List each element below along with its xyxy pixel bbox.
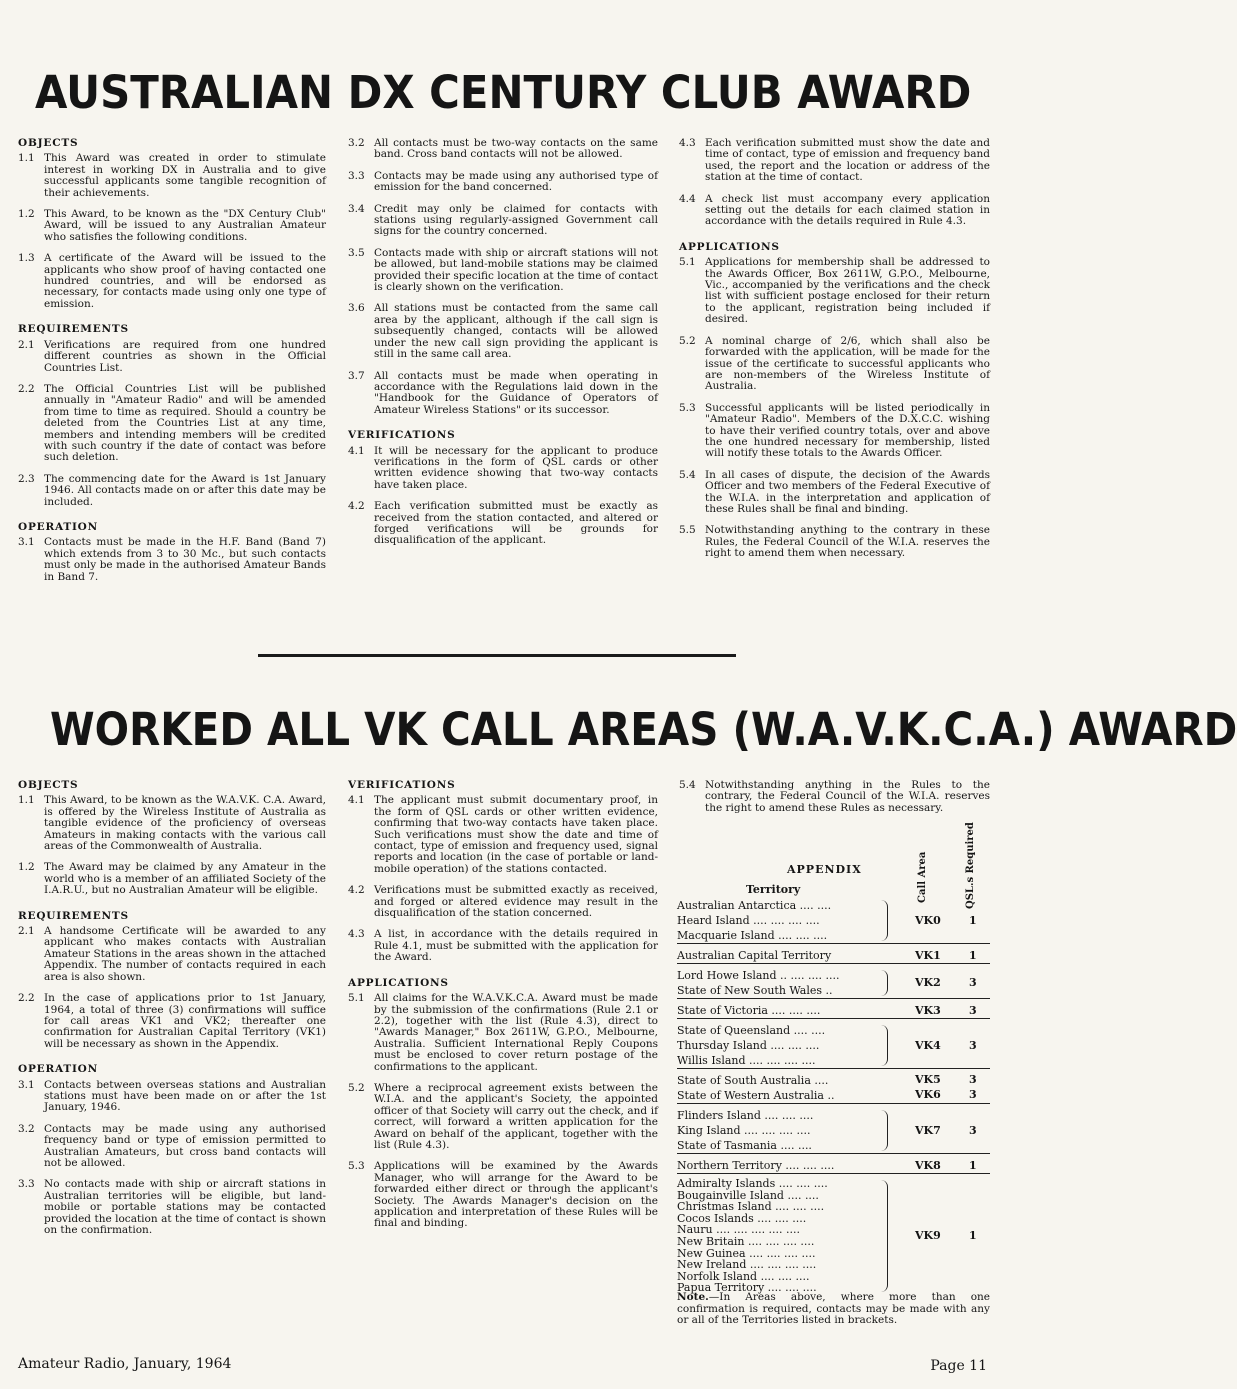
rule-text: This Award, to be known as the W.A.V.K. C.A. Award, is offered by the Wireless Institute of Australia as tangible evidence of the proficiency of overseas Amateurs in making contacts with the various call areas of the Commonwealth of Australia. bbox=[44, 794, 326, 853]
rule-paragraph bbox=[348, 248, 658, 294]
section-heading: REQUIREMENTS bbox=[18, 323, 129, 336]
territory-name: State of Western Australia .. bbox=[677, 1089, 835, 1102]
call-area-code: VK7 bbox=[915, 1123, 941, 1137]
call-area-code: VK1 bbox=[915, 948, 941, 962]
rule-paragraph bbox=[18, 1179, 326, 1236]
qsl-count: 3 bbox=[969, 1123, 977, 1137]
rule-number: 1.3 bbox=[18, 252, 35, 265]
section-heading: VERIFICATIONS bbox=[348, 779, 456, 791]
qsl-count: 3 bbox=[969, 1088, 977, 1101]
rule-number: 5.2 bbox=[348, 1081, 365, 1094]
rule-paragraph bbox=[348, 204, 658, 238]
rule-text: Credit may only be claimed for contacts with stations using regularly-assigned Government call signs for the country concerned. bbox=[374, 202, 658, 238]
rule-paragraph bbox=[18, 795, 326, 852]
dxcc-column-2 bbox=[348, 138, 658, 557]
grouping-brace bbox=[881, 1180, 888, 1292]
rule-number: 3.3 bbox=[348, 169, 365, 182]
grouping-brace bbox=[881, 1110, 888, 1151]
rule-paragraph bbox=[679, 470, 990, 516]
territory-name: King Island .... .... .... .... bbox=[677, 1124, 811, 1137]
rule-number: 2.1 bbox=[18, 925, 35, 938]
rule-paragraph bbox=[18, 153, 326, 199]
rule-paragraph bbox=[18, 993, 326, 1050]
rule-paragraph bbox=[679, 525, 990, 559]
footer-page-number: Page 11 bbox=[930, 1358, 987, 1374]
rule-number: 3.4 bbox=[348, 202, 365, 215]
rule-paragraph bbox=[348, 501, 658, 547]
rule-text: Successful applicants will be listed periodically in "Amateur Radio". Members of the D.X.C.C. wishing to have their verified country totals, over and above the one hundred necessary for membership, listed will notify these totals to the Awards Officer. bbox=[705, 401, 990, 460]
rule-text: It will be necessary for the applicant to produce verifications in the form of QSL cards or other written evidence showing that two-way contacts have taken place. bbox=[374, 444, 658, 491]
section-heading: APPLICATIONS bbox=[348, 976, 449, 989]
territory-name: State of Tasmania .... .... bbox=[677, 1139, 812, 1152]
rule-text: Applications for membership shall be addressed to the Awards Officer, Box 2611W, G.P.O., Melbourne, Vic., accompanied by the verifications and the check list with sufficient postage enclosed for their return to the applicant, registration being included if desired. bbox=[705, 256, 990, 326]
grouping-brace bbox=[881, 1025, 888, 1066]
territory-name: Lord Howe Island .. .... .... .... bbox=[677, 969, 840, 982]
call-area-code: VK0 bbox=[915, 913, 941, 927]
rule-number: 5.3 bbox=[348, 1160, 365, 1173]
rule-paragraph bbox=[348, 885, 658, 919]
rule-paragraph bbox=[348, 1083, 658, 1151]
qsls-required-column-header: QSL.s Required bbox=[965, 822, 976, 909]
rule-text: Notwithstanding anything to the contrary in these Rules, the Federal Council of the W.I.A. reserves the right to amend them when necessary. bbox=[705, 524, 990, 560]
note-text: —In Areas above, where more than one confirmation is required, contacts may be made with any or all of the Territories listed in brackets. bbox=[677, 1291, 990, 1326]
territory-name: Australian Capital Territory bbox=[677, 949, 832, 962]
rule-number: 3.2 bbox=[18, 1122, 35, 1135]
rule-number: 2.2 bbox=[18, 992, 35, 1005]
appendix-title: APPENDIX bbox=[787, 863, 862, 876]
rule-text: A handsome Certificate will be awarded to any applicant who makes contacts with Australian Amateur Stations in the areas shown in the attached Appendix. The number of contacts required in each area is also shown. bbox=[44, 925, 326, 983]
section-divider bbox=[258, 654, 736, 657]
appendix-group bbox=[677, 1158, 990, 1174]
call-area-code: VK5 bbox=[915, 1073, 941, 1086]
rule-text: Applications will be examined by the Awards Manager, who will arrange for the Award to be forwarded either direct or through the applicant's Society. The Awards Manager's decision on the application and interpretation of these Rules will be final and binding. bbox=[374, 1160, 658, 1230]
rule-number: 5.5 bbox=[679, 524, 696, 537]
section-heading: OPERATION bbox=[18, 1063, 99, 1076]
rule-paragraph bbox=[18, 537, 326, 583]
rule-text: In the case of applications prior to 1st January, 1964, a total of three (3) confirmations will suffice for call areas VK1 and VK2; thereafter one confirmation for Australian Capital Territory (VK1) will be necessary as shown in the Appendix. bbox=[44, 992, 326, 1050]
territory-name: Willis Island .... .... .... .... bbox=[677, 1054, 816, 1067]
appendix-group bbox=[677, 898, 990, 944]
rule-number: 3.1 bbox=[18, 536, 35, 549]
appendix-group bbox=[677, 1023, 990, 1069]
territory-name: State of New South Wales .. bbox=[677, 984, 833, 997]
rule-number: 4.2 bbox=[348, 500, 365, 513]
rule-paragraph bbox=[348, 795, 658, 875]
rule-number: 1.2 bbox=[18, 208, 35, 221]
rule-paragraph bbox=[679, 403, 990, 460]
call-area-code: VK3 bbox=[915, 1003, 941, 1017]
rule-text: Contacts may be made using any authorised type of emission for the band concerned. bbox=[374, 169, 658, 194]
rule-text: Contacts must be made in the H.F. Band (Band 7) which extends from 3 to 30 Mc., but such contacts must only be made in the authorised Amateur Bands in Band 7. bbox=[44, 536, 326, 583]
appendix-group bbox=[677, 1003, 990, 1019]
footer-publication: Amateur Radio, January, 1964 bbox=[18, 1356, 232, 1372]
rule-text: All contacts must be made when operating in accordance with the Regulations laid down in the "Handbook for the Guidance of Operators of Amateur Wireless Stations" or its successor. bbox=[374, 369, 658, 416]
rule-text: Contacts made with ship or aircraft stations will not be allowed, but land-mobile stations may be claimed provided their specific location at the time of contact is clearly shown on the verification. bbox=[374, 246, 658, 294]
rule-paragraph bbox=[679, 336, 990, 393]
rule-paragraph bbox=[18, 926, 326, 983]
rule-number: 2.2 bbox=[18, 382, 35, 395]
call-area-column-header: Call Area bbox=[917, 851, 928, 903]
rule-number: 2.3 bbox=[18, 472, 35, 485]
qsl-count: 1 bbox=[969, 1229, 977, 1242]
rule-paragraph bbox=[18, 862, 326, 896]
dxcc-column-3 bbox=[679, 138, 990, 570]
territory-name: New Britain .... .... .... .... bbox=[677, 1234, 815, 1248]
territory-name: New Ireland .... .... .... .... bbox=[677, 1258, 817, 1272]
rule-paragraph bbox=[348, 1161, 658, 1229]
qsl-count: 3 bbox=[969, 1003, 977, 1017]
rule-number: 4.4 bbox=[679, 192, 696, 205]
rule-text: The applicant must submit documentary proof, in the form of QSL cards or other written evidence, confirming that two-way contacts have taken place. Such verifications must show the date and time of contact, type of emission and frequency used, signal reports and location (in the case of portable or land-mobile operation) of the stations contacted. bbox=[374, 794, 658, 875]
rule-text: The commencing date for the Award is 1st January 1946. All contacts made on or after this date may be included. bbox=[44, 472, 326, 508]
rule-number: 3.6 bbox=[348, 302, 365, 315]
rule-paragraph bbox=[18, 340, 326, 374]
section-heading: VERIFICATIONS bbox=[348, 429, 456, 442]
appendix-note bbox=[677, 1292, 990, 1327]
rule-text: Verifications must be submitted exactly as received, and forged or altered evidence may result in the disqualification of the station concerned. bbox=[374, 884, 658, 920]
rule-paragraph bbox=[348, 929, 658, 963]
qsl-count: 3 bbox=[969, 1038, 977, 1052]
rule-paragraph bbox=[679, 780, 990, 814]
rule-paragraph bbox=[348, 171, 658, 194]
section-heading: OBJECTS bbox=[18, 137, 79, 149]
rule-paragraph bbox=[679, 138, 990, 184]
appendix-group bbox=[677, 1108, 990, 1154]
rule-text: A nominal charge of 2/6, which shall also be forwarded with the application, will be made for the issue of the certificate to successful applicants who are non-members of the Wireless Institute of Australia. bbox=[705, 334, 990, 393]
rule-text: Contacts may be made using any authorised frequency band or type of emission permitted to Australian Amateurs, but cross band contacts will not be allowed. bbox=[44, 1122, 326, 1169]
qsl-count: 3 bbox=[969, 1073, 977, 1086]
appendix-group bbox=[677, 1178, 990, 1294]
section-heading: OPERATION bbox=[18, 520, 99, 533]
rule-number: 2.1 bbox=[18, 338, 35, 351]
rule-text: In all cases of dispute, the decision of the Awards Officer and two members of the Federal Executive of the W.I.A. in the interpretation and application of these Rules shall be final and binding. bbox=[705, 468, 990, 515]
rule-number: 3.1 bbox=[18, 1078, 35, 1091]
territory-name: Norfolk Island .... .... .... bbox=[677, 1269, 810, 1283]
appendix-group bbox=[677, 968, 990, 999]
rule-paragraph bbox=[348, 993, 658, 1073]
appendix-rows bbox=[677, 898, 990, 1298]
qsl-count: 3 bbox=[969, 976, 977, 989]
qsl-count: 1 bbox=[969, 948, 977, 962]
call-area-code: VK9 bbox=[915, 1229, 941, 1242]
qsl-count: 1 bbox=[969, 913, 977, 927]
rule-paragraph bbox=[18, 253, 326, 310]
rule-number: 1.1 bbox=[18, 152, 35, 165]
rule-number: 4.1 bbox=[348, 794, 365, 807]
rule-number: 3.5 bbox=[348, 246, 365, 259]
territory-name: State of South Australia .... bbox=[677, 1074, 829, 1087]
rule-text: A list, in accordance with the details required in Rule 4.1, must be submitted with the application for the Award. bbox=[374, 928, 658, 964]
call-area-code: VK6 bbox=[915, 1088, 941, 1101]
appendix-group bbox=[677, 948, 990, 964]
rule-number: 3.3 bbox=[18, 1178, 35, 1191]
territory-name: Cocos Islands .... .... .... bbox=[677, 1211, 807, 1225]
rule-paragraph bbox=[18, 1124, 326, 1170]
rule-text: A check list must accompany every application setting out the details for each claimed station in accordance with the details required in Rule 4.3. bbox=[705, 192, 990, 228]
rule-text: Notwithstanding anything in the Rules to the contrary, the Federal Council of the W.I.A. reserves the right to amend these Rules as necessary. bbox=[705, 779, 990, 814]
note-label: Note. bbox=[677, 1291, 709, 1303]
rule-paragraph bbox=[18, 209, 326, 243]
wavkca-award-title: WORKED ALL VK CALL AREAS (W.A.V.K.C.A.) AWARD bbox=[50, 703, 1237, 756]
qsl-count: 1 bbox=[969, 1158, 977, 1172]
rule-paragraph bbox=[348, 303, 658, 360]
rule-number: 5.1 bbox=[348, 992, 365, 1005]
territory-name: Flinders Island .... .... .... bbox=[677, 1109, 814, 1122]
rule-paragraph bbox=[18, 474, 326, 508]
grouping-brace bbox=[881, 900, 888, 941]
rule-number: 4.3 bbox=[348, 928, 365, 941]
rule-number: 1.1 bbox=[18, 794, 35, 807]
territory-name: Australian Antarctica .... .... bbox=[677, 899, 832, 912]
rule-text: Contacts between overseas stations and Australian stations must have been made on or after the 1st January, 1946. bbox=[44, 1078, 326, 1114]
rule-text: Each verification submitted must show the date and time of contact, type of emission and frequency band used, the report and the location or address of the station at the time of contact. bbox=[705, 137, 990, 184]
dxcc-award-title: AUSTRALIAN DX CENTURY CLUB AWARD bbox=[35, 66, 972, 119]
section-heading: REQUIREMENTS bbox=[18, 909, 129, 922]
rule-paragraph bbox=[18, 384, 326, 464]
territory-name: New Guinea .... .... .... .... bbox=[677, 1246, 816, 1260]
rule-number: 4.3 bbox=[679, 137, 696, 149]
territory-name: Macquarie Island .... .... .... bbox=[677, 929, 828, 942]
appendix-group bbox=[677, 1073, 990, 1104]
grouping-brace bbox=[881, 970, 888, 996]
dxcc-column-1 bbox=[18, 138, 326, 593]
call-area-code: VK8 bbox=[915, 1158, 941, 1172]
wavkca-column-1 bbox=[18, 780, 326, 1246]
rule-paragraph bbox=[18, 1080, 326, 1114]
rule-number: 5.4 bbox=[679, 468, 696, 481]
rule-paragraph bbox=[348, 446, 658, 492]
territory-name: Northern Territory .... .... .... bbox=[677, 1159, 835, 1172]
rule-text: All claims for the W.A.V.K.C.A. Award must be made by the submission of the confirmations (Rule 2.1 or 2.2), together with the list (Rule 4.3), direct to "Awards Manager," Box 2611W, G.P.O., Melbourne, Australia. Sufficient International Reply Coupons must be enclosed to cover return postage of the confirmations to the applicant. bbox=[374, 992, 658, 1073]
territory-name: Heard Island .... .... .... .... bbox=[677, 914, 820, 927]
rule-text: All contacts must be two-way contacts on the same band. Cross band contacts will not be allowed. bbox=[374, 137, 658, 161]
call-area-code: VK2 bbox=[915, 976, 941, 989]
section-heading: OBJECTS bbox=[18, 779, 79, 791]
rule-text: Each verification submitted must be exactly as received from the station contacted, and altered or forged verifications will be grounds for disqualification of the applicant. bbox=[374, 500, 658, 547]
rule-text: The Official Countries List will be published annually in "Amateur Radio" and will be amended from time to time as required. Should a country be deleted from the Countries List at any time, members and intending members will be credited with such country if the date of contact was before such deletion. bbox=[44, 382, 326, 464]
call-area-code: VK4 bbox=[915, 1038, 941, 1052]
rule-number: 5.3 bbox=[679, 401, 696, 414]
territory-name: Bougainville Island .... .... bbox=[677, 1188, 819, 1202]
rule-paragraph bbox=[679, 194, 990, 228]
territory-name: Admiralty Islands .... .... .... bbox=[677, 1177, 828, 1190]
rule-text: The Award may be claimed by any Amateur in the world who is a member of an affiliated Society of the I.A.R.U., but no Australian Amateur will be eligible. bbox=[44, 861, 326, 897]
territory-name: State of Victoria .... .... .... bbox=[677, 1004, 821, 1017]
rule-text: A certificate of the Award will be issued to the applicants who show proof of having contacted one hundred countries, and will be endorsed as necessary, for contacts made using only one type of emission. bbox=[44, 252, 326, 310]
wavkca-column-3 bbox=[679, 780, 990, 824]
rule-text: All stations must be contacted from the same call area by the applicant, although if the call sign is subsequently changed, contacts will be allowed under the new call sign providing the applicant is still in the same call area. bbox=[374, 302, 658, 361]
rule-number: 5.2 bbox=[679, 334, 696, 347]
rule-number: 5.1 bbox=[679, 256, 696, 269]
territory-column-header: Territory bbox=[746, 883, 801, 896]
territory-name: Christmas Island .... .... .... bbox=[677, 1200, 825, 1214]
rule-paragraph bbox=[679, 257, 990, 325]
rule-number: 4.2 bbox=[348, 884, 365, 897]
rule-number: 5.4 bbox=[679, 779, 696, 791]
rule-number: 3.7 bbox=[348, 369, 365, 382]
rule-number: 1.2 bbox=[18, 861, 35, 874]
rule-paragraph bbox=[348, 371, 658, 417]
rule-text: Where a reciprocal agreement exists between the W.I.A. and the applicant's Society, the appointed officer of that Society will carry out the check, and if correct, will forward a written application for the Award on behalf of the applicant, together with the list (Rule 4.3). bbox=[374, 1081, 658, 1151]
section-heading: APPLICATIONS bbox=[679, 240, 780, 253]
wavkca-column-2 bbox=[348, 780, 658, 1240]
rule-text: Verifications are required from one hundred different countries as shown in the Official Countries List. bbox=[44, 338, 326, 374]
rule-paragraph bbox=[348, 138, 658, 161]
rule-text: No contacts made with ship or aircraft stations in Australian territories will be eligible, but land-mobile or portable stations may be contacted provided the location at the time of contact is shown on the confirmation. bbox=[44, 1178, 326, 1236]
rule-text: This Award was created in order to stimulate interest in working DX in Australia and to give successful applicants some tangible recognition of their achievements. bbox=[44, 152, 326, 199]
territory-name: State of Queensland .... .... bbox=[677, 1024, 826, 1037]
rule-number: 4.1 bbox=[348, 444, 365, 457]
rule-text: This Award, to be known as the "DX Century Club" Award, will be issued to any Australian Amateur who satisfies the following conditions. bbox=[44, 208, 326, 243]
territory-name: Papua Territory .... .... .... bbox=[677, 1281, 817, 1295]
rule-number: 3.2 bbox=[348, 137, 365, 149]
territory-name: Thursday Island .... .... .... bbox=[677, 1039, 820, 1052]
territory-name: Nauru .... .... .... .... .... bbox=[677, 1223, 801, 1237]
